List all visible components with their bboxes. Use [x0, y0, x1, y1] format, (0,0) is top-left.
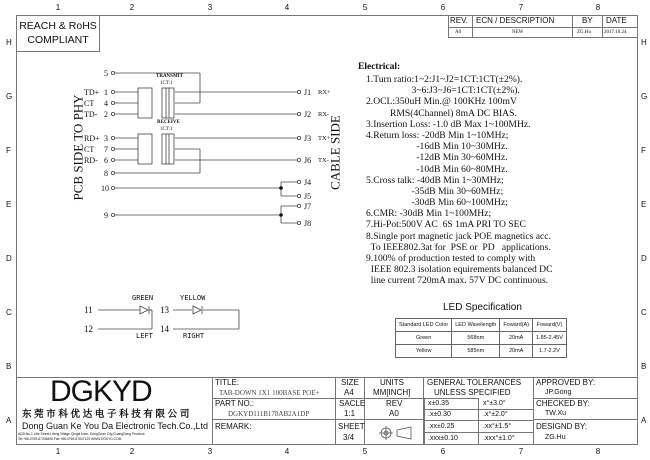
size-label: SIZE [341, 378, 359, 387]
led-pin: 12 [84, 324, 93, 334]
receive-label: RECEIVE [157, 120, 180, 125]
tolerances-subtitle: UNLESS SPECIFIED [434, 388, 511, 397]
col-label: 7 [518, 3, 524, 12]
rev-value: A0 [389, 409, 399, 418]
tolerances-title: GENERAL TOLERANCES [427, 378, 522, 387]
table-cell: 1.85-2.45V [532, 332, 566, 345]
col-label: 5 [362, 447, 368, 456]
tolerance-value: x±0.35 [428, 400, 449, 407]
pcb-side-label: PCB SIDE TO PHY [70, 94, 86, 201]
pin-number: 10 [101, 184, 109, 193]
by-value: ZG.Hu [577, 30, 592, 35]
row-label: B [641, 362, 647, 371]
spec-line: -12dB Min 30~60MHz. [366, 152, 508, 164]
pin-name: TD- [84, 110, 98, 119]
pin-number: 6 [104, 156, 108, 165]
junction-dot [279, 213, 283, 217]
row-label: C [6, 308, 12, 317]
spec-line: 7.Hi-Pot:500V AC 6S 1mA PRI TO SEC [366, 219, 526, 231]
table-cell: Green [396, 332, 452, 345]
company-address: ADD:No.1 Lille Street,Lifeng Village,Qingxi town, DongGuan City,GuangDong Province [18, 432, 145, 436]
junction-dot [279, 186, 283, 190]
rev-header: REV. [450, 16, 468, 25]
rev-label: REV [386, 399, 403, 408]
row-label: H [6, 38, 12, 47]
remark-label: REMARK: [215, 422, 252, 431]
yellow-led-label: YELLOW [180, 294, 206, 302]
spec-line: 4.Return loss: -20dB Min 1~10MHz; [366, 129, 509, 141]
sheet-label: SHEET [338, 422, 365, 431]
spec-line: 8.Single port magnetic jack POE magnetics acc. [366, 230, 551, 242]
compliance-line: REACH & RoHS [19, 20, 97, 32]
jack-pin: J3 [304, 134, 312, 143]
electrical-spec-list [366, 74, 553, 287]
pin-name: CT [84, 145, 95, 154]
checked-by-value: TW.Xu [545, 410, 567, 417]
col-label: 1 [55, 3, 61, 12]
part-no-label: PART NO.: [215, 399, 255, 408]
designed-by-label: DESIGND BY: [536, 422, 588, 431]
tolerance-value: .xx°±1.5° [483, 423, 512, 430]
table-cell: 1.7-2.2V [532, 345, 566, 358]
table-row [396, 345, 567, 358]
tolerance-value: .xxx°±1.0° [483, 435, 515, 442]
table-cell: Yellow [396, 345, 452, 358]
table-cell: 568nm [452, 332, 500, 345]
spec-line: 2.OCL:350uH Min.@ 100KHz 100mV [366, 96, 517, 108]
col-label: 2 [129, 3, 135, 12]
cable-side-label: CABLE SIDE [327, 115, 343, 190]
pin-name: CT [84, 99, 95, 108]
pin-number: 3 [104, 134, 108, 143]
row-label: F [6, 146, 11, 155]
row-label: G [641, 92, 648, 101]
col-label: 3 [207, 3, 213, 12]
tolerance-value: x°±3.0° [483, 400, 506, 407]
col-label: 2 [129, 447, 135, 456]
tolerance-value: .xx±0.25 [428, 423, 455, 430]
pin-number: 8 [104, 169, 108, 178]
projection-symbol-icon [377, 424, 413, 442]
row-label: D [6, 254, 12, 263]
led-spec-title: LED Specification [443, 302, 522, 313]
col-label: 6 [440, 447, 446, 456]
company-name-cn: 东 莞 市 科 优 达 电 子 科 技 有 限 公 司 [22, 409, 190, 420]
jack-pin-name: TX+ [318, 135, 331, 142]
part-no-value: DGKYD111B178AB2A1DP [228, 410, 310, 418]
ecn-header: ECN / DESCRIPTION [476, 16, 555, 25]
spec-line: 5.Cross talk: -40dB Min 1~30MHz; [366, 174, 504, 186]
spec-line: -30dB Min 60~100MHz; [366, 197, 508, 209]
designed-by-value: ZG.Hu [545, 434, 566, 441]
jack-pin: J4 [304, 178, 312, 187]
pin-number: 5 [104, 69, 108, 78]
scale-label: SACLE [339, 399, 366, 408]
spec-line: -16dB Min 10~30MHz. [366, 141, 508, 153]
led-spec-table [395, 318, 567, 358]
jack-pin-name: TX- [318, 157, 329, 164]
pin-name: RD- [84, 156, 98, 165]
col-label: 5 [362, 3, 368, 12]
spec-line: IEEE 802.3 isolation equirements balanced DC [366, 264, 553, 276]
rev-value: A0 [455, 30, 462, 35]
table-header: LED Wavelength [452, 319, 500, 332]
pin-number: 9 [104, 211, 108, 220]
company-contact: Tel:+86-0769-87334806 Fax:+86-0769-87847129 WWW.DGKYD.COM [18, 437, 122, 441]
size-value: A4 [344, 388, 354, 397]
table-row [396, 332, 567, 345]
compliance-line: COMPLIANT [27, 34, 89, 46]
company-logo: DGKYD [50, 375, 152, 408]
pin-name: TD+ [84, 88, 100, 97]
row-label: E [6, 200, 12, 209]
transmit-label: TRANSMIT [156, 74, 183, 79]
table-header: Foward(V) [532, 319, 566, 332]
table-cell: 20mA [500, 332, 533, 345]
spec-line: 3~6:J3~J6=1CT:1CT(±2%). [366, 85, 520, 97]
tolerance-value: .x°±2.0° [483, 411, 508, 418]
scale-value: 1:1 [344, 409, 356, 418]
row-label: B [6, 362, 12, 371]
pin-number: 2 [104, 110, 108, 119]
spec-line: line current 720mA max. 57V DC continuous. [366, 275, 549, 287]
green-led-label: GREEN [132, 294, 154, 302]
spec-line: 3.Insertion Loss: -1.0 dB Max 1~100MHz. [366, 118, 531, 130]
row-label: C [641, 308, 647, 317]
col-label: 6 [440, 3, 446, 12]
jack-pin: J5 [304, 192, 312, 201]
jack-pin: J1 [304, 88, 312, 97]
approved-by-label: APPROVED BY: [536, 378, 596, 387]
row-label: A [6, 416, 12, 425]
jack-pin: J7 [304, 202, 312, 211]
col-label: 4 [284, 3, 290, 12]
pin-number: 4 [104, 99, 108, 108]
left-led-position: LEFT [136, 332, 153, 340]
by-header: BY [582, 16, 593, 25]
table-header-row [396, 319, 567, 332]
tolerance-value: .xxx±0.10 [428, 435, 458, 442]
jack-pin-name: RX- [318, 111, 330, 118]
pin-name: RD+ [84, 134, 100, 143]
transmit-ratio: 1CT:1 [160, 81, 173, 86]
table-cell: 20mA [500, 345, 533, 358]
company-name-en: Dong Guan Ke You Da Electronic Tech.Co.,Ltd [22, 421, 208, 431]
col-label: 8 [595, 3, 601, 12]
approved-by-value: JP.Gong [545, 389, 572, 396]
table-header: Standard LED Color [396, 319, 452, 332]
jack-pin: J2 [304, 110, 312, 119]
title-value: TAB-DOWN 1X1 100BASE POE+ [219, 389, 320, 397]
spec-line: 1.Turn ratio:1~2:J1~J2=1CT:1CT(±2%). [366, 74, 523, 85]
col-label: 1 [55, 447, 61, 456]
table-header: Foward(A) [500, 319, 533, 332]
units-label: UNITS [380, 378, 404, 387]
col-label: 3 [207, 447, 213, 456]
spec-line: -10dB Min 60~80MHz. [366, 163, 508, 175]
pin-number: 7 [104, 145, 108, 154]
row-label: E [641, 200, 647, 209]
checked-by-label: CHECKED BY: [536, 399, 590, 408]
jack-pin: J8 [304, 219, 312, 228]
tolerance-value: .x±0.30 [428, 411, 451, 418]
row-label: H [641, 38, 647, 47]
jack-pin: J6 [304, 156, 312, 165]
row-label: A [641, 416, 647, 425]
date-header: DATE [606, 16, 627, 25]
spec-line: To IEEE802.3at for PSE or PD applications. [366, 241, 551, 253]
receive-ratio: 1CT:1 [160, 127, 173, 132]
date-value: 2017.10.24 [604, 30, 627, 35]
col-label: 7 [518, 447, 524, 456]
electrical-title: Electrical: [358, 62, 401, 72]
pin-number: 1 [104, 88, 108, 97]
spec-line: 6.CMR: -30dB Min 1~100MHz; [366, 208, 492, 220]
table-cell: 585nm [452, 345, 500, 358]
right-led-position: RIGHT [183, 332, 205, 340]
led-pin: 14 [160, 324, 169, 334]
led-pin: 13 [160, 305, 169, 315]
jack-pin-name: RX+ [318, 89, 331, 96]
ecn-value: NEW [512, 30, 524, 35]
spec-line: 9.100% of production tested to comply with [366, 253, 536, 264]
col-label: 4 [284, 447, 290, 456]
units-value: MM[INCH] [373, 388, 411, 397]
row-label: F [641, 146, 646, 155]
spec-line: -35dB Min 30~60MHz; [366, 185, 504, 197]
col-label: 8 [595, 447, 601, 456]
title-label: TITLE: [215, 378, 240, 387]
row-label: G [6, 92, 13, 101]
sheet-value: 3/4 [343, 433, 355, 442]
spec-line: RMS(4Channel) 8mA DC BIAS. [366, 107, 517, 119]
led-pin: 11 [84, 305, 93, 315]
row-label: D [641, 254, 647, 263]
